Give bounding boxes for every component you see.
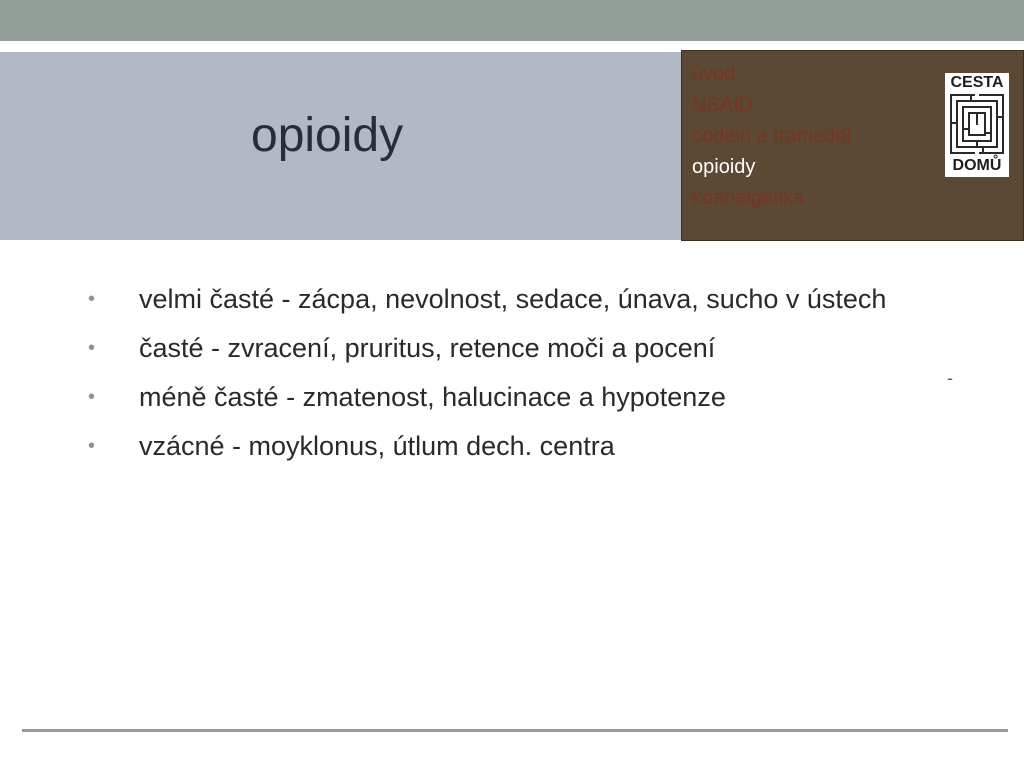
slide-title: opioidy bbox=[251, 109, 404, 162]
logo-top-text: CESTA bbox=[950, 74, 1004, 91]
maze-icon bbox=[949, 93, 1005, 155]
bullet-icon: • bbox=[88, 288, 96, 310]
bullet-icon: • bbox=[88, 386, 96, 408]
bullet-text: časté - zvracení, pruritus, retence moči a pocení bbox=[139, 333, 716, 363]
bullet-icon: • bbox=[88, 337, 96, 359]
nav-item-nsaid[interactable]: NSAID bbox=[692, 94, 754, 116]
slide-content bbox=[84, 280, 944, 476]
logo-bottom-text: DOMŮ bbox=[952, 157, 1002, 174]
nav-item-koanalgetika[interactable]: koanalgetika bbox=[692, 187, 805, 209]
list-item bbox=[84, 427, 944, 465]
bullet-list bbox=[84, 280, 944, 465]
nav-item-uvod[interactable]: úvod bbox=[692, 63, 736, 85]
bottom-divider bbox=[22, 729, 1008, 732]
top-decorative-bar bbox=[0, 0, 1024, 41]
section-nav-list bbox=[692, 59, 851, 214]
bullet-text: méně časté - zmatenost, halucinace a hypotenze bbox=[139, 382, 726, 412]
list-item bbox=[84, 378, 944, 416]
bullet-text: vzácné - moyklonus, útlum dech. centra bbox=[139, 431, 615, 461]
nav-item-codein-a-tramadol[interactable]: codein a tramadol bbox=[692, 125, 851, 147]
bullet-icon: • bbox=[88, 435, 96, 457]
list-item bbox=[84, 329, 944, 367]
red-dash-mark: - bbox=[947, 368, 953, 388]
list-item bbox=[84, 280, 944, 318]
bullet-text: velmi časté - zácpa, nevolnost, sedace, únava, sucho v ústech bbox=[139, 284, 887, 314]
nav-item-opioidy[interactable]: opioidy bbox=[692, 156, 756, 178]
cesta-domu-logo bbox=[945, 73, 1009, 177]
section-navigation bbox=[681, 50, 1024, 241]
